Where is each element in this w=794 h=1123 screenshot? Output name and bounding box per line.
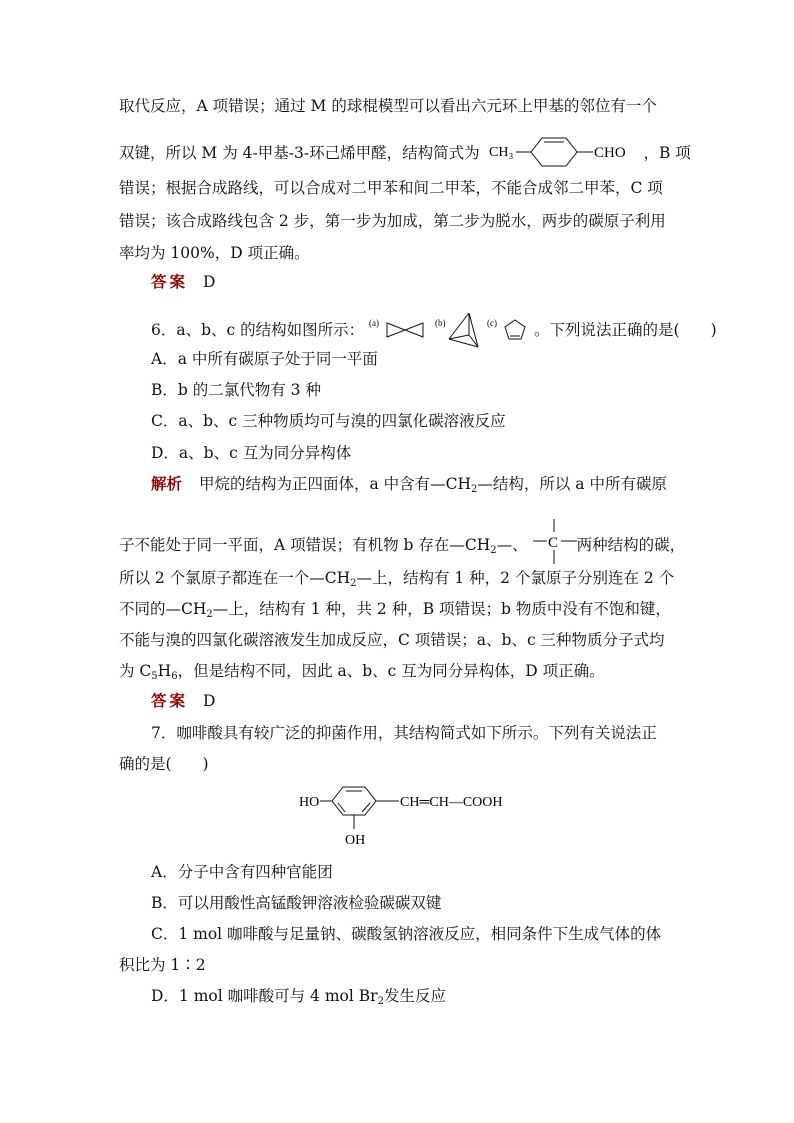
text-segment: —上，结构有 1 种，共 2 种，B 项错误；b 物质中没有不饱和键， (212, 600, 671, 618)
text-line (119, 137, 691, 167)
option-c-continued: 积比为 1∶2 (119, 956, 206, 974)
question-6-stem (151, 311, 717, 349)
text-segment: 双键，所以 M 为 4-甲基-3-环己烯甲醛，结构简式为 (119, 144, 480, 162)
subscript: 2 (471, 484, 478, 495)
answer-row (151, 272, 215, 292)
text-segment: 所以 2 个氯原子都连在一个—CH (119, 569, 351, 587)
text-line: 率均为 100%，D 项正确。 (119, 244, 310, 262)
text-segment: 甲烷的结构为正四面体，a 中含有—CH (198, 475, 471, 493)
answer-value: D (202, 273, 216, 291)
carbon-label: C (547, 535, 558, 551)
caffeic-acid-structure (299, 784, 539, 854)
text-segment: 为 C (119, 662, 152, 680)
option-d: D．a、b、c 互为同分异构体 (151, 444, 352, 462)
oh-label: OH (345, 833, 366, 848)
explanation-line (119, 599, 671, 619)
answer-label: 答案 (151, 272, 189, 291)
explanation-line (119, 661, 605, 681)
structures-abc-diagram (369, 311, 529, 349)
option-d (151, 986, 446, 1006)
subscript: 5 (151, 671, 158, 682)
text-segment: —、 (496, 536, 528, 554)
side-chain-label: CH═CH—COOH (400, 795, 503, 810)
answer-label: 答案 (151, 691, 189, 710)
option-b: B．b 的二氯代物有 3 种 (151, 381, 321, 399)
text-segment: H (157, 662, 172, 680)
label-b: (b) (435, 318, 446, 328)
text-line: 错误；该合成路线包含 2 步，第一步为加成，第二步为脱水，两步的碳原子利用 (119, 212, 666, 230)
subscript: 6 (171, 671, 178, 682)
quaternary-carbon-diagram (533, 519, 577, 565)
text-segment: 发生反应 (383, 987, 446, 1005)
option-a: A．分子中含有四种官能团 (151, 863, 333, 881)
answer-value: D (202, 692, 216, 710)
subscript: 2 (206, 609, 213, 620)
explanation-line: 不能与溴的四氯化碳溶液发生加成反应，C 项错误；a、b、c 三种物质分子式均 (119, 631, 665, 649)
question-7-stem: 确的是( ) (119, 755, 209, 773)
explanation-label: 解析 (151, 474, 183, 493)
text-segment: 6．a、b、c 的结构如图所示： (151, 321, 365, 339)
text-segment: 。下列说法正确的是( ) (534, 321, 717, 339)
explanation-line (119, 568, 674, 588)
ho-label: HO (299, 795, 320, 810)
text-line: 取代反应，A 项错误；通过 M 的球棍模型可以看出六元环上甲基的邻位有一个 (119, 97, 657, 115)
cho-label: CHO (593, 145, 626, 161)
text-segment: 子不能处于同一平面，A 项错误；有机物 b 存在—CH (119, 536, 491, 554)
option-c: C．a、b、c 三种物质均可与溴的四氯化碳溶液反应 (151, 412, 506, 430)
subscript: 2 (350, 578, 357, 589)
text-segment: ，但是结构不同，因此 a、b、c 互为同分异构体，D 项正确。 (177, 662, 605, 680)
text-line: 错误；根据合成路线，可以合成对二甲苯和间二甲苯，不能合成邻二甲苯，C 项 (119, 179, 663, 197)
question-7-stem: 7．咖啡酸具有较广泛的抑菌作用，其结构简式如下所示。下列有关说法正 (151, 724, 657, 742)
option-b: B．可以用酸性高锰酸钾溶液检验碳碳双键 (151, 894, 442, 912)
text-segment: 两种结构的碳， (576, 536, 686, 554)
text-segment: D．1 mol 咖啡酸可与 4 mol Br (151, 987, 378, 1005)
option-c: C．1 mol 咖啡酸与足量钠、碳酸氢钠溶液反应，相同条件下生成气体的体 (151, 925, 662, 943)
m-structure-diagram (489, 137, 639, 167)
option-a: A．a 中所有碳原子处于同一平面 (151, 350, 378, 368)
explanation-line (151, 474, 667, 494)
label-a: (a) (369, 318, 380, 328)
answer-row (151, 691, 215, 711)
text-segment: ，B 项 (643, 144, 691, 162)
ch3-label: CH₃ (488, 145, 513, 160)
text-segment: —结构，所以 a 中所有碳原 (477, 475, 667, 493)
subscript: 2 (490, 545, 497, 556)
text-segment: 不同的—CH (119, 600, 207, 618)
explanation-line (119, 519, 685, 565)
text-segment: —上，结构有 1 种，2 个氯原子分别连在 2 个 (356, 569, 675, 587)
subscript: 2 (377, 996, 384, 1007)
label-c: (c) (487, 318, 498, 328)
